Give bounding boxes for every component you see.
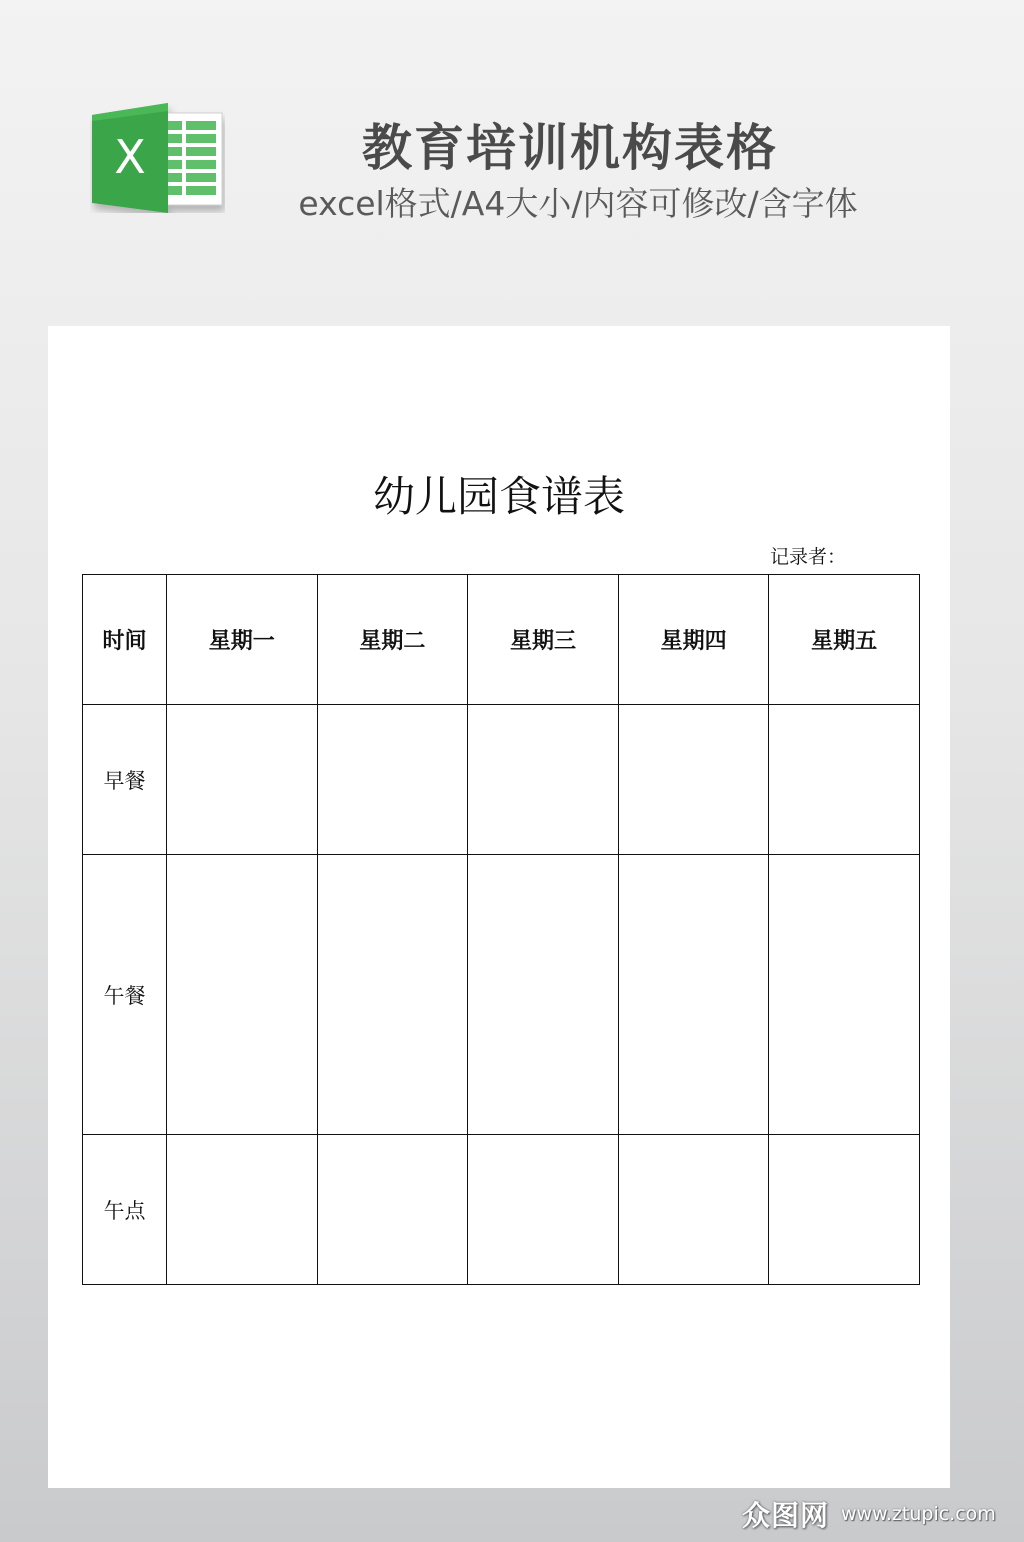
table-cell[interactable] [769,705,920,855]
table-cell[interactable] [769,1135,920,1285]
table-cell[interactable] [317,705,468,855]
recorder-label: 记录者： [770,546,847,568]
table-cell[interactable] [317,1135,468,1285]
table-row [83,1135,920,1285]
table-cell[interactable] [618,705,769,855]
logo-letter: X [114,130,146,184]
header-thursday: 星期四 [618,575,769,705]
banner-subtitle: excel格式/A4大小/内容可修改/含字体 [298,184,858,223]
table-cell[interactable] [167,705,318,855]
header-time: 时间 [83,575,167,705]
header-monday: 星期一 [167,575,318,705]
watermark [742,1494,1012,1534]
document-page [48,326,950,1488]
table-cell[interactable] [468,855,619,1135]
banner-title: 教育培训机构表格 [362,119,778,177]
watermark-logo: 众图网 [742,1499,830,1532]
table-row [83,705,920,855]
row-label-lunch: 午餐 [83,855,167,1135]
table-cell[interactable] [618,1135,769,1285]
table-cell[interactable] [769,855,920,1135]
table-cell[interactable] [167,855,318,1135]
watermark-url: www.ztupic.com [841,1503,996,1525]
row-label-breakfast: 早餐 [83,705,167,855]
table-cell[interactable] [167,1135,318,1285]
menu-table [82,574,920,1285]
table-header-row [83,575,920,705]
header-tuesday: 星期二 [317,575,468,705]
header-friday: 星期五 [769,575,920,705]
table-row [83,855,920,1135]
banner [0,0,1024,320]
excel-icon [90,103,225,213]
header-wednesday: 星期三 [468,575,619,705]
table-cell[interactable] [317,855,468,1135]
row-label-snack: 午点 [83,1135,167,1285]
document-title: 幼儿园食谱表 [372,472,625,521]
table-cell[interactable] [468,1135,619,1285]
table-cell[interactable] [468,705,619,855]
table-cell[interactable] [618,855,769,1135]
